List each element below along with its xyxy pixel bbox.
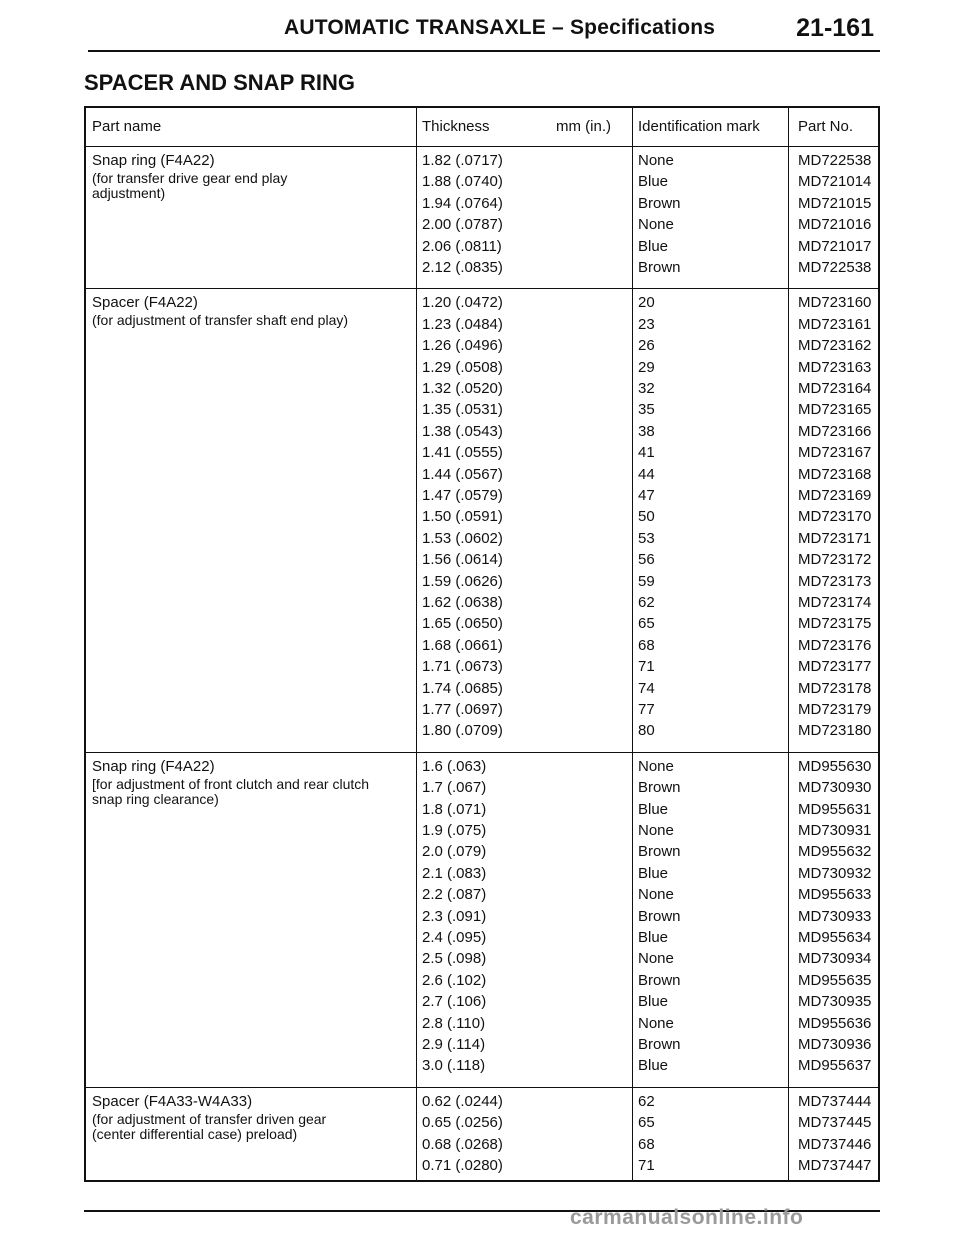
part-description: (for adjustment of transfer driven gear	[92, 1110, 327, 1127]
part-name: Snap ring (F4A22)	[92, 757, 215, 775]
part-name: Spacer (F4A33-W4A33)	[92, 1092, 253, 1110]
part-number: MD723165	[798, 401, 872, 419]
part-number: MD955635	[798, 971, 872, 989]
thickness-value: 1.44 (.0567)	[422, 465, 503, 483]
part-number: MD723168	[798, 465, 872, 483]
identification-mark: 68	[638, 636, 655, 654]
thickness-value: 1.50 (.0591)	[422, 508, 503, 526]
identification-mark: Brown	[638, 907, 681, 925]
identification-mark: Blue	[638, 800, 669, 818]
identification-mark: Blue	[638, 237, 669, 255]
identification-mark: 32	[638, 380, 655, 397]
part-number: MD721015	[798, 194, 872, 212]
thickness-value: 1.65 (.0650)	[422, 615, 503, 633]
identification-mark: None	[638, 1014, 674, 1032]
thickness-value: 1.47 (.0579)	[422, 487, 503, 504]
thickness-value: 2.06 (.0811)	[422, 237, 502, 255]
thickness-value: 2.9 (.114)	[422, 1036, 486, 1053]
part-number: MD723179	[798, 701, 872, 718]
thickness-value: 1.88 (.0740)	[422, 173, 503, 191]
thickness-value: 1.7 (.067)	[422, 779, 487, 797]
thickness-value: 1.26 (.0496)	[422, 337, 503, 355]
part-number: MD955631	[798, 800, 872, 818]
identification-mark: None	[638, 152, 674, 169]
section-title: SPACER AND SNAP RING	[84, 70, 355, 95]
identification-mark: 50	[638, 508, 655, 526]
thickness-value: 1.29 (.0508)	[422, 358, 503, 376]
part-number: MD723180	[798, 722, 872, 740]
identification-mark: 41	[638, 444, 655, 462]
thickness-value: 2.5 (.098)	[422, 950, 487, 968]
thickness-value: 1.38 (.0543)	[422, 422, 503, 440]
col-part-no: Part No.	[798, 118, 854, 135]
identification-mark: None	[638, 950, 674, 968]
part-description: (for adjustment of transfer shaft end play)	[92, 312, 349, 329]
thickness-value: 1.23 (.0484)	[422, 315, 503, 333]
part-number: MD722538	[798, 259, 872, 276]
identification-mark: 47	[638, 487, 655, 504]
identification-mark: 65	[638, 1114, 655, 1132]
part-description: snap ring clearance)	[92, 790, 219, 807]
part-number: MD955637	[798, 1057, 872, 1075]
identification-mark: 53	[638, 529, 655, 547]
col-part-name: Part name	[92, 118, 162, 135]
part-description: (for transfer drive gear end play	[92, 170, 288, 186]
part-number: MD723163	[798, 358, 872, 376]
column-divider	[632, 108, 633, 1180]
part-name: Spacer (F4A22)	[92, 294, 198, 312]
thickness-value: 0.68 (.0268)	[422, 1135, 503, 1153]
thickness-value: 1.32 (.0520)	[422, 380, 503, 397]
thickness-value: 1.56 (.0614)	[422, 551, 503, 569]
thickness-value: 1.62 (.0638)	[422, 594, 503, 611]
thickness-value: 2.8 (.110)	[422, 1014, 486, 1032]
thickness-value: 1.41 (.0555)	[422, 444, 503, 462]
spec-table	[84, 106, 880, 1182]
part-number: MD723164	[798, 380, 872, 397]
thickness-value: 1.59 (.0626)	[422, 572, 503, 590]
part-number: MD721014	[798, 173, 872, 191]
part-number: MD723173	[798, 572, 872, 590]
part-number: MD723167	[798, 444, 872, 462]
identification-mark: Brown	[638, 194, 681, 212]
thickness-value: 1.8 (.071)	[422, 800, 487, 818]
thickness-value: 2.7 (.106)	[422, 993, 487, 1011]
identification-mark: Brown	[638, 971, 681, 989]
part-number: MD730934	[798, 950, 872, 968]
part-description: (center differential case) preload)	[92, 1125, 298, 1142]
part-number: MD730935	[798, 993, 872, 1011]
part-number: MD955636	[798, 1014, 872, 1032]
thickness-value: 2.00 (.0787)	[422, 216, 503, 234]
thickness-value: 0.62 (.0244)	[422, 1092, 503, 1110]
part-number: MD723169	[798, 487, 872, 504]
identification-mark: 44	[638, 465, 655, 483]
col-unit: mm (in.)	[556, 118, 611, 135]
header-divider	[86, 146, 878, 147]
group-divider	[86, 288, 878, 289]
part-number: MD723171	[798, 529, 872, 547]
part-number: MD722538	[798, 152, 872, 169]
group-divider	[86, 752, 878, 753]
identification-mark: 29	[638, 358, 655, 376]
thickness-value: 2.6 (.102)	[422, 971, 487, 989]
identification-mark: Blue	[638, 173, 669, 191]
identification-mark: Brown	[638, 843, 681, 861]
identification-mark: 35	[638, 401, 655, 419]
identification-mark: Blue	[638, 1057, 669, 1075]
identification-mark: 62	[638, 594, 655, 611]
thickness-value: 2.2 (.087)	[422, 886, 487, 904]
thickness-value: 2.4 (.095)	[422, 929, 487, 946]
part-name: Snap ring (F4A22)	[92, 152, 215, 169]
identification-mark: 62	[638, 1092, 655, 1110]
identification-mark: 59	[638, 572, 655, 590]
part-number: MD723177	[798, 658, 872, 676]
header-title: AUTOMATIC TRANSAXLE – Specifications	[284, 16, 716, 39]
page-number: 21-161	[796, 14, 874, 42]
col-thickness: Thickness	[422, 118, 490, 135]
identification-mark: None	[638, 886, 674, 904]
part-number: MD723161	[798, 315, 872, 333]
part-number: MD723174	[798, 594, 872, 611]
identification-mark: None	[638, 822, 674, 839]
identification-mark: 77	[638, 701, 655, 718]
identification-mark: None	[638, 757, 674, 775]
identification-mark: Blue	[638, 929, 669, 946]
group-divider	[86, 1087, 878, 1088]
part-number: MD737447	[798, 1157, 872, 1174]
identification-mark: 26	[638, 337, 655, 355]
part-number: MD723172	[798, 551, 872, 569]
thickness-value: 1.77 (.0697)	[422, 701, 503, 718]
part-number: MD730930	[798, 779, 872, 797]
identification-mark: 56	[638, 551, 655, 569]
thickness-value: 1.74 (.0685)	[422, 679, 503, 697]
identification-mark: 71	[638, 658, 655, 676]
part-number: MD723178	[798, 679, 872, 697]
identification-mark: 20	[638, 294, 655, 312]
identification-mark: Brown	[638, 259, 681, 276]
page-header	[88, 6, 880, 52]
part-number: MD723175	[798, 615, 872, 633]
part-number: MD730933	[798, 907, 872, 925]
column-divider	[788, 108, 789, 1180]
part-number: MD955632	[798, 843, 872, 861]
column-divider	[416, 108, 417, 1180]
thickness-value: 3.0 (.118)	[422, 1057, 486, 1075]
part-number: MD955634	[798, 929, 872, 946]
part-number: MD730931	[798, 822, 872, 839]
part-description: [for adjustment of front clutch and rear clutch	[92, 775, 370, 792]
part-number: MD737446	[798, 1135, 872, 1153]
part-number: MD737445	[798, 1114, 872, 1132]
thickness-value: 2.1 (.083)	[422, 864, 487, 882]
thickness-value: 1.82 (.0717)	[422, 152, 503, 169]
thickness-value: 1.6 (.063)	[422, 757, 487, 775]
thickness-value: 1.20 (.0472)	[422, 294, 503, 312]
identification-mark: 65	[638, 615, 655, 633]
thickness-value: 1.94 (.0764)	[422, 194, 503, 212]
part-number: MD955630	[798, 757, 872, 775]
part-description: adjustment)	[92, 185, 166, 201]
thickness-value: 2.0 (.079)	[422, 843, 487, 861]
part-number: MD723160	[798, 294, 872, 312]
part-number: MD723162	[798, 337, 872, 355]
thickness-value: 2.12 (.0835)	[422, 259, 503, 276]
thickness-value: 1.9 (.075)	[422, 822, 487, 839]
thickness-value: 0.71 (.0280)	[422, 1157, 503, 1174]
part-number: MD723166	[798, 422, 872, 440]
identification-mark: Blue	[638, 993, 669, 1011]
thickness-value: 1.80 (.0709)	[422, 722, 503, 740]
thickness-value: 0.65 (.0256)	[422, 1114, 503, 1132]
identification-mark: 80	[638, 722, 655, 740]
identification-mark: 71	[638, 1157, 655, 1174]
identification-mark: Brown	[638, 1036, 681, 1053]
identification-mark: Blue	[638, 864, 669, 882]
identification-mark: Brown	[638, 779, 681, 797]
part-number: MD737444	[798, 1092, 872, 1110]
part-number: MD721017	[798, 237, 872, 255]
thickness-value: 1.68 (.0661)	[422, 636, 503, 654]
thickness-value: 1.35 (.0531)	[422, 401, 503, 419]
part-number: MD730936	[798, 1036, 872, 1053]
identification-mark: 38	[638, 422, 655, 440]
watermark: carmanualsonline.info	[570, 1206, 804, 1229]
part-number: MD721016	[798, 216, 872, 234]
part-number: MD955633	[798, 886, 872, 904]
thickness-value: 1.53 (.0602)	[422, 529, 503, 547]
thickness-value: 1.71 (.0673)	[422, 658, 503, 676]
col-identification: Identification mark	[638, 118, 760, 135]
identification-mark: 23	[638, 315, 655, 333]
part-number: MD730932	[798, 864, 872, 882]
part-number: MD723170	[798, 508, 872, 526]
identification-mark: 68	[638, 1135, 655, 1153]
identification-mark: None	[638, 216, 674, 234]
thickness-value: 2.3 (.091)	[422, 907, 487, 925]
identification-mark: 74	[638, 679, 655, 697]
part-number: MD723176	[798, 636, 872, 654]
